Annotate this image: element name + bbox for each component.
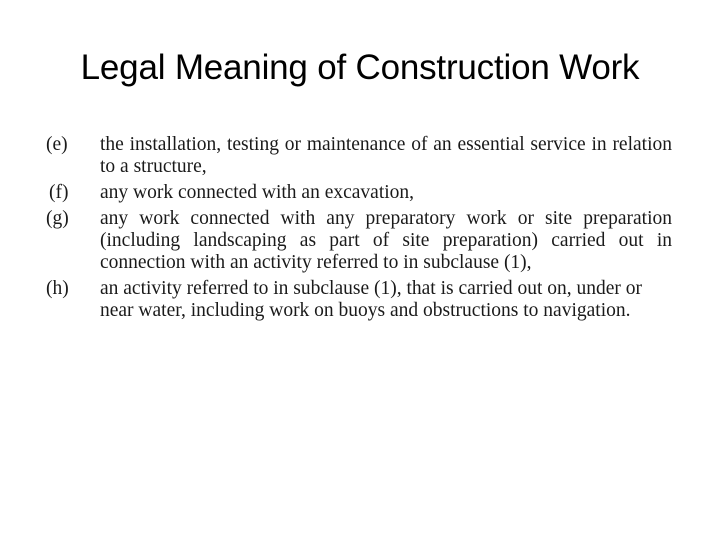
slide-title: Legal Meaning of Construction Work — [80, 48, 640, 87]
clause-letter: (g) — [46, 208, 69, 229]
clause-g — [46, 208, 672, 274]
clause-letter: (h) — [46, 278, 69, 299]
clause-h — [46, 278, 672, 322]
clause-letter: (e) — [46, 134, 68, 155]
clause-text: an activity referred to in subclause (1), that is carried out on, under or near water, including work on buoys and obstructions to navigation. — [100, 278, 643, 321]
clause-list — [46, 134, 672, 326]
clause-e — [46, 134, 672, 178]
clause-text: any work connected with an excavation, — [100, 182, 415, 203]
clause-text: the installation, testing or maintenance of an essential service in relation to a structure, — [100, 134, 672, 177]
clause-f — [46, 182, 672, 204]
clause-letter: (f) — [49, 182, 69, 203]
clause-text: any work connected with any preparatory work or site preparation (including landscaping as part of site preparation) carried out in connection with an activity referred to in subclause (1), — [100, 208, 672, 273]
